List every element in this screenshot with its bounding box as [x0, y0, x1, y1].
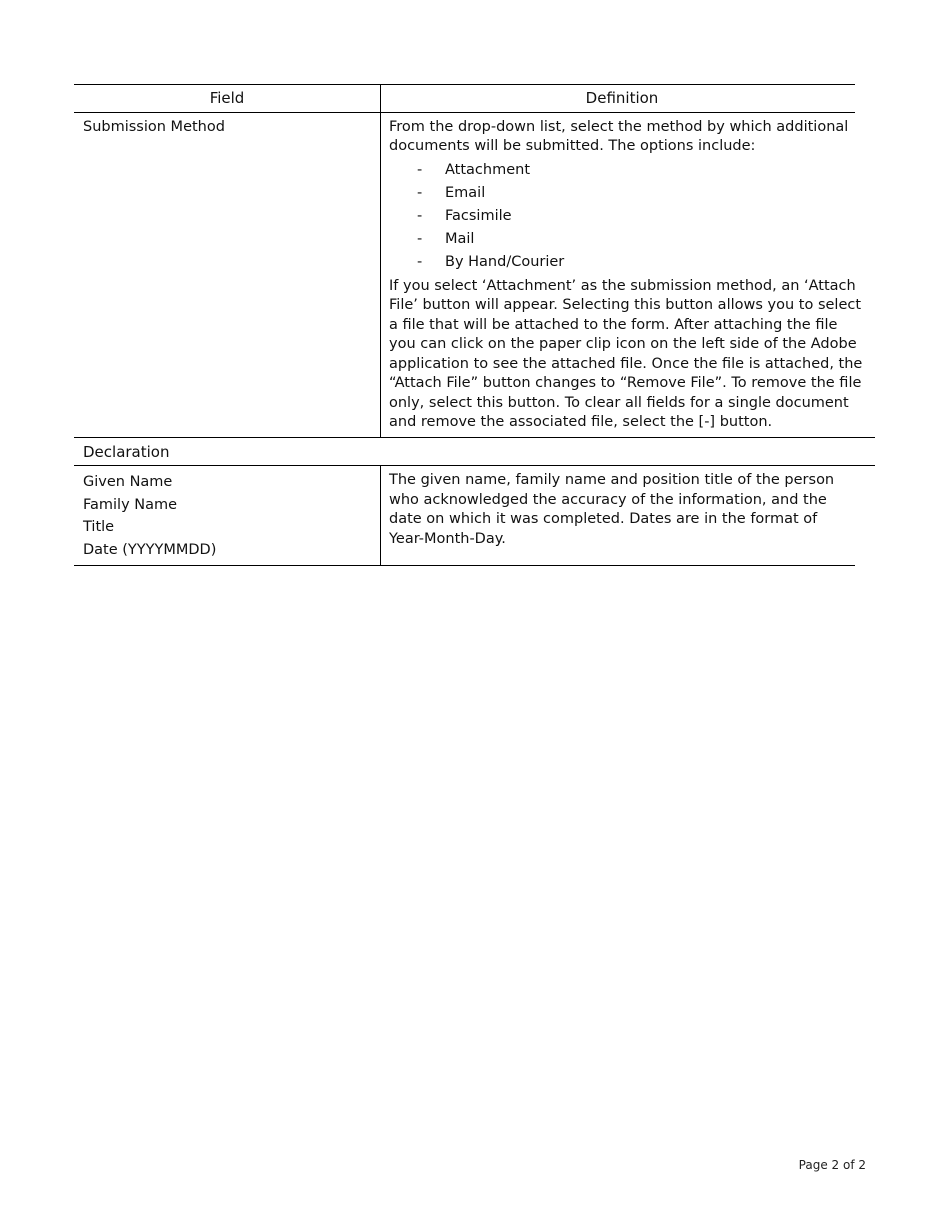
list-dash: -: [417, 207, 423, 224]
date-label: Date (YYYYMMDD): [83, 541, 217, 558]
submission-method-field: Submission Method: [74, 113, 381, 437]
list-dash: -: [417, 253, 423, 270]
table-row-submission-method: [74, 113, 875, 438]
definitions-table: [74, 84, 863, 566]
submission-intro: From the drop-down list, select the method by which additional documents will be submitted. The options include:: [389, 118, 849, 154]
header-definition: Definition: [585, 89, 659, 107]
submission-options-list: [389, 159, 875, 274]
list-dash: -: [417, 230, 423, 247]
option-label: By Hand/Courier: [445, 253, 565, 270]
header-field: Field: [74, 85, 381, 112]
option-label: Mail: [445, 230, 475, 247]
declaration-section-title: Declaration: [74, 438, 875, 467]
declaration-fields: [74, 466, 381, 565]
option-label: Email: [445, 184, 486, 201]
declaration-definition-text: The given name, family name and position title of the person who acknowledged the accuracy of the information, and the date on which it was completed. Dates are in the format of Year-Month-Day.: [389, 472, 835, 547]
submission-details: If you select ‘Attachment’ as the submission method, an ‘Attach File’ button will appear. Selecting this button allows you to select a file that will be attached to the form. After attaching the file you can click on the paper clip icon on the left side of the Adobe application to see the attached file. Once the file is attached, the “Attach File” button changes to “Remove File”. To remove the file only, select this button. To clear all fields for a single document and remove the associated file, select the [-] button.: [389, 277, 863, 430]
given-name-label: Given Name: [83, 474, 173, 490]
list-dash: -: [417, 161, 423, 178]
table-header-row: [74, 85, 855, 113]
list-item: [389, 159, 875, 182]
submission-method-definition: [381, 113, 875, 437]
page-number: Page 2 of 2: [798, 1158, 866, 1172]
list-item: [389, 205, 875, 228]
table-row-declaration: [74, 466, 855, 566]
option-label: Facsimile: [445, 207, 512, 224]
declaration-definition: [381, 466, 855, 565]
list-item: [389, 228, 875, 251]
list-dash: -: [417, 184, 423, 201]
title-label: Title: [83, 519, 115, 535]
option-label: Attachment: [445, 161, 531, 178]
family-name-label: Family Name: [83, 496, 178, 513]
list-item: [389, 251, 875, 274]
list-item: [389, 182, 875, 205]
